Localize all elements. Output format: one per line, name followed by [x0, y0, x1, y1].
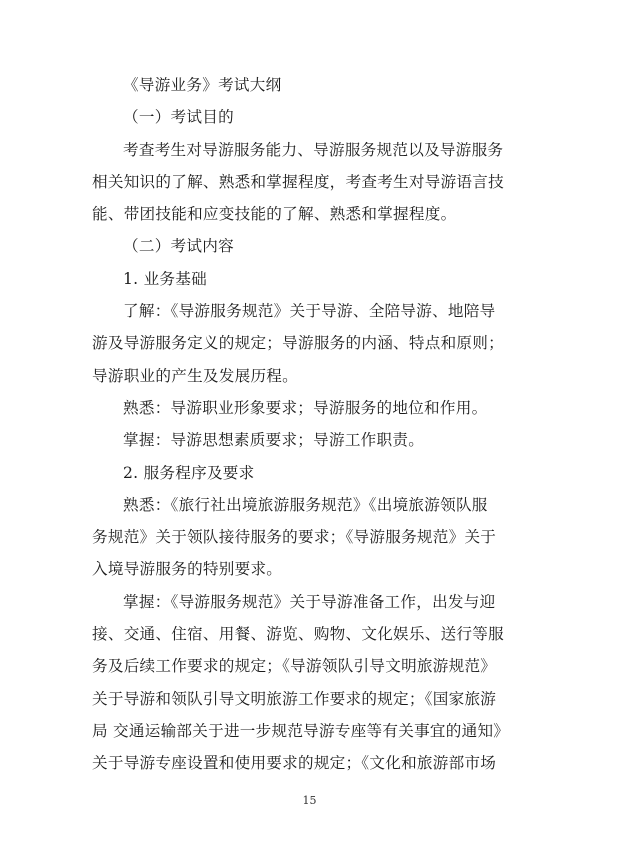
paragraph-line: 务及后续工作要求的规定；《导游领队引导文明旅游规范》: [92, 657, 497, 676]
page-number: 15: [302, 794, 317, 807]
paragraph-line: 接、交通、住宿、用餐、游览、购物、文化娱乐、送行等服: [92, 625, 504, 644]
section-heading-exam-content: （二）考试内容: [123, 237, 234, 256]
section-heading-exam-purpose: （一）考试目的: [123, 108, 234, 127]
paragraph-line: 入境导游服务的特别要求。: [92, 560, 283, 579]
document-title: 《导游业务》考试大纲: [123, 76, 282, 94]
document-body: [92, 69, 537, 780]
paragraph-line: 熟悉：《旅行社出境旅游服务规范》《出境旅游领队服: [123, 495, 488, 514]
paragraph-line: 熟悉：导游职业形象要求；导游服务的地位和作用。: [123, 398, 488, 417]
paragraph-line: 相关知识的了解、熟悉和掌握程度，考查考生对导游语言技: [92, 172, 504, 191]
paragraph-line: 关于导游专座设置和使用要求的规定；《文化和旅游部市场: [92, 754, 497, 773]
paragraph-line: 游及导游服务定义的规定；导游服务的内涵、特点和原则；: [92, 334, 504, 353]
paragraph-line: 局 交通运输部关于进一步规范导游专座等有关事宜的通知》: [92, 721, 510, 740]
paragraph-line: 掌握：《导游服务规范》关于导游准备工作，出发与迎: [123, 592, 496, 611]
paragraph-line: 掌握：导游思想素质要求；导游工作职责。: [123, 431, 425, 450]
paragraph-line: 了解：《导游服务规范》关于导游、全陪导游、地陪导: [123, 302, 496, 321]
subsection-heading-procedures: 2. 服务程序及要求: [123, 463, 255, 482]
paragraph-line: 导游职业的产生及发展历程。: [92, 366, 298, 385]
paragraph-line: 考查考生对导游服务能力、导游服务规范以及导游服务: [123, 140, 504, 159]
paragraph-line: 能、带团技能和应变技能的了解、熟悉和掌握程度。: [92, 205, 457, 224]
subsection-heading-basics: 1. 业务基础: [123, 269, 207, 288]
paragraph-line: 务规范》关于领队接待服务的要求；《导游服务规范》关于: [92, 528, 497, 547]
paragraph-line: 关于导游和领队引导文明旅游工作要求的规定；《国家旅游: [92, 689, 497, 708]
